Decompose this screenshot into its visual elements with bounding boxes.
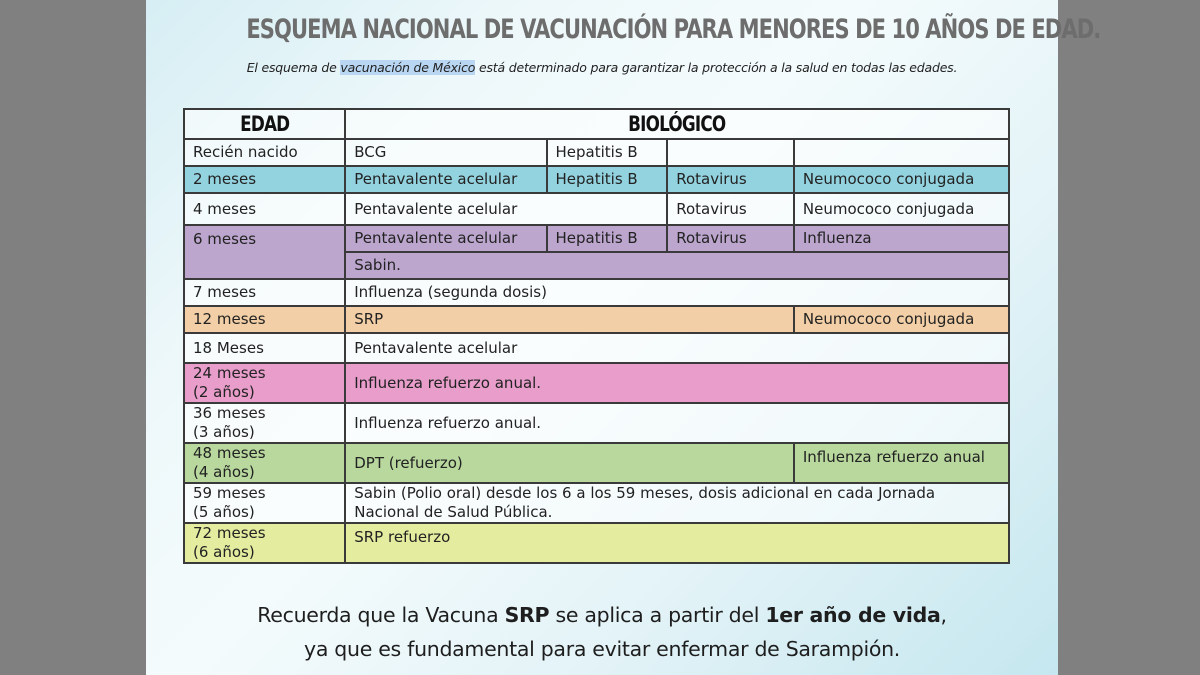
vaccine-cell: Neumococo conjugada	[794, 306, 1009, 333]
vaccine-cell: SRP refuerzo	[345, 523, 1009, 563]
table-header-row	[184, 109, 1009, 139]
vaccination-schedule-table	[183, 108, 1010, 564]
age-cell: 7 meses	[184, 279, 345, 306]
vaccine-cell	[794, 139, 1009, 166]
vaccine-cell: Neumococo conjugada	[794, 193, 1009, 225]
age-cell: Recién nacido	[184, 139, 345, 166]
subtitle-text: está determinado para garantizar la protección a la salud en todas las edades.	[475, 60, 958, 75]
reminder-line-2: ya que es fundamental para evitar enfermar de Sarampión.	[304, 637, 900, 661]
age-cell: 72 meses (6 años)	[184, 523, 345, 563]
vaccine-cell: Pentavalente acelular	[345, 333, 1009, 363]
age-cell: 2 meses	[184, 166, 345, 193]
age-cell: 4 meses	[184, 193, 345, 225]
table-row	[184, 403, 1009, 443]
vaccine-cell: BCG	[345, 139, 546, 166]
vaccine-cell: Influenza	[794, 225, 1009, 252]
vaccine-cell: Rotavirus	[667, 225, 794, 252]
table-row	[184, 166, 1009, 193]
page-subtitle	[146, 60, 1058, 75]
table-row	[184, 306, 1009, 333]
table-row	[184, 523, 1009, 563]
age-cell: 12 meses	[184, 306, 345, 333]
header-biologic: BIOLÓGICO	[345, 109, 1009, 139]
vaccine-cell: Neumococo conjugada	[794, 166, 1009, 193]
vaccine-cell: DPT (refuerzo)	[345, 443, 794, 483]
vaccine-cell: Hepatitis B	[547, 225, 668, 252]
age-cell: 24 meses (2 años)	[184, 363, 345, 403]
vaccine-cell: Hepatitis B	[547, 139, 668, 166]
table-row	[184, 443, 1009, 483]
vaccine-cell: Influenza refuerzo anual.	[345, 403, 1009, 443]
vaccine-cell: Hepatitis B	[547, 166, 668, 193]
age-cell: 36 meses (3 años)	[184, 403, 345, 443]
vaccination-poster	[146, 0, 1101, 675]
page-title: ESQUEMA NACIONAL DE VACUNACIÓN PARA MENORES DE 10 AÑOS DE EDAD.	[246, 14, 1101, 45]
vaccine-cell: Rotavirus	[667, 193, 794, 225]
header-age: EDAD	[184, 109, 345, 139]
subtitle-highlighted-text[interactable]: vacunación de México	[340, 60, 476, 75]
vaccine-cell: Pentavalente acelular	[345, 193, 667, 225]
vaccine-cell: Rotavirus	[667, 166, 794, 193]
subtitle-text: El esquema de	[246, 60, 341, 75]
reminder-text	[146, 598, 1058, 666]
table-row	[184, 483, 1009, 523]
vaccine-cell	[667, 139, 794, 166]
vaccine-cell: Influenza (segunda dosis)	[345, 279, 1009, 306]
vaccine-cell: Sabin (Polio oral) desde los 6 a los 59 meses, dosis adicional en cada Jornada Nacional de Salud Pública.	[345, 483, 1009, 523]
table-row	[184, 193, 1009, 225]
table-row	[184, 279, 1009, 306]
vaccine-cell: Sabin.	[345, 252, 1009, 279]
table-row	[184, 333, 1009, 363]
table-row	[184, 139, 1009, 166]
age-cell: 18 Meses	[184, 333, 345, 363]
table-row	[184, 363, 1009, 403]
age-cell: 48 meses (4 años)	[184, 443, 345, 483]
vaccine-cell: Pentavalente acelular	[345, 166, 546, 193]
table-row	[184, 225, 1009, 252]
reminder-line-1: Recuerda que la Vacuna SRP se aplica a partir del 1er año de vida,	[257, 603, 947, 627]
vaccine-cell: SRP	[345, 306, 794, 333]
vaccine-cell: Influenza refuerzo anual	[794, 443, 1009, 483]
vaccine-cell: Influenza refuerzo anual.	[345, 363, 1009, 403]
age-cell: 6 meses	[184, 225, 345, 279]
age-cell: 59 meses (5 años)	[184, 483, 345, 523]
vaccine-cell: Pentavalente acelular	[345, 225, 546, 252]
